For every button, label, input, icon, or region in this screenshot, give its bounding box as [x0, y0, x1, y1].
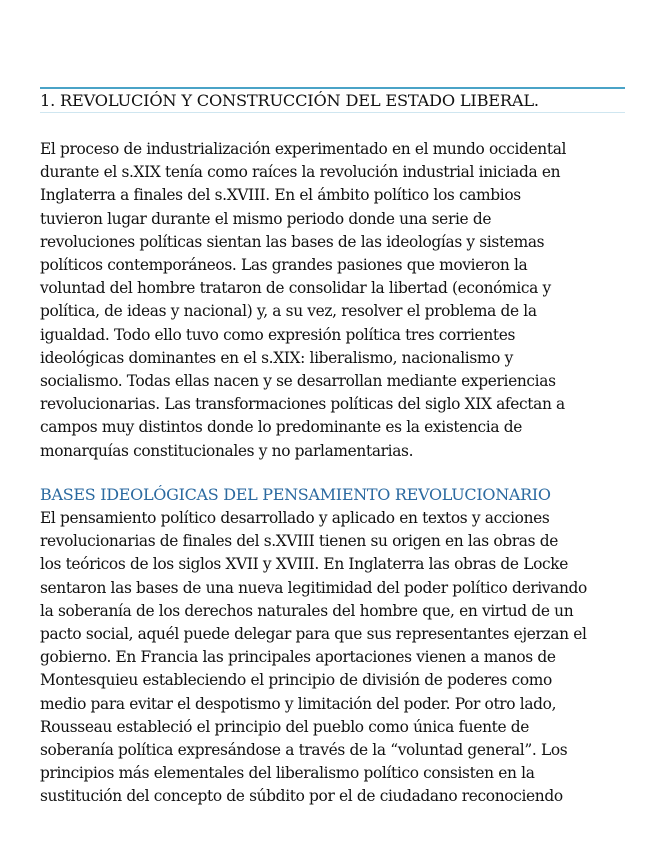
paragraph-2 — [40, 507, 630, 809]
paragraph-2-line: medio para evitar el despotismo y limitación del poder. Por otro lado, — [40, 694, 557, 713]
document-title: 1. REVOLUCIÓN Y CONSTRUCCIÓN DEL ESTADO LIBERAL. — [40, 91, 539, 110]
paragraph-2-line: pacto social, aquél puede delegar para que sus representantes ejerzan el — [40, 625, 587, 644]
paragraph-2-line: principios más elementales del liberalismo político consisten en la — [40, 764, 535, 783]
paragraph-2-line: Montesquieu estableciendo el principio de división de poderes como — [40, 671, 552, 690]
paragraph-1-line: política, de ideas y nacional) y, a su vez, resolver el problema de la — [40, 302, 537, 321]
paragraph-1-line: políticos contemporáneos. Las grandes pasiones que movieron la — [40, 256, 528, 275]
paragraph-2-line: la soberanía de los derechos naturales del hombre que, en virtud de un — [40, 601, 574, 620]
paragraph-1-line: socialismo. Todas ellas nacen y se desarrollan mediante experiencias — [40, 372, 556, 391]
paragraph-1-line: revoluciones políticas sientan las bases de las ideologías y sistemas — [40, 232, 545, 251]
paragraph-1-line: voluntad del hombre trataron de consolidar la libertad (económica y — [40, 279, 551, 298]
paragraph-1-line: revolucionarias. Las transformaciones políticas del siglo XIX afectan a — [40, 395, 565, 414]
paragraph-1-line: El proceso de industrialización experimentado en el mundo occidental — [40, 140, 567, 158]
paragraph-2-line: sustitución del concepto de súbdito por el de ciudadano reconociendo — [40, 787, 563, 806]
paragraph-1-line: durante el s.XIX tenía como raíces la revolución industrial iniciada en — [40, 163, 561, 182]
paragraph-1-line: monarquías constitucionales y no parlamentarias. — [40, 441, 414, 460]
paragraph-1-line: igualdad. Todo ello tuvo como expresión política tres corrientes — [40, 325, 516, 344]
paragraph-1-line: campos muy distintos donde lo predominante es la existencia de — [40, 418, 522, 437]
paragraph-2-line: El pensamiento político desarrollado y aplicado en textos y acciones — [40, 509, 550, 527]
paragraph-2-line: Rousseau estableció el principio del pueblo como única fuente de — [40, 717, 530, 736]
paragraph-1-line: Inglaterra a finales del s.XVIII. En el ámbito político los cambios — [40, 186, 521, 205]
paragraph-2-line: soberanía política expresándose a través de la “voluntad general”. Los — [40, 741, 568, 760]
paragraph-2-line: sentaron las bases de una nueva legitimidad del poder político derivando — [40, 578, 587, 597]
paragraph-1-line: ideológicas dominantes en el s.XIX: liberalismo, nacionalismo y — [40, 348, 513, 367]
paragraph-2-line: gobierno. En Francia las principales aportaciones vienen a manos de — [40, 648, 556, 667]
paragraph-2-line: revolucionarias de finales del s.XVIII tienen su origen en las obras de — [40, 532, 558, 551]
title-top-rule — [40, 87, 625, 89]
document-page — [40, 0, 630, 848]
paragraph-2-line: los teóricos de los siglos XVII y XVIII. En Inglaterra las obras de Locke — [40, 555, 569, 574]
paragraph-1-line: tuvieron lugar durante el mismo periodo donde una serie de — [40, 209, 492, 228]
title-bottom-rule — [40, 112, 625, 113]
section-heading: BASES IDEOLÓGICAS DEL PENSAMIENTO REVOLUCIONARIO — [40, 485, 551, 504]
paragraph-1 — [40, 138, 630, 463]
